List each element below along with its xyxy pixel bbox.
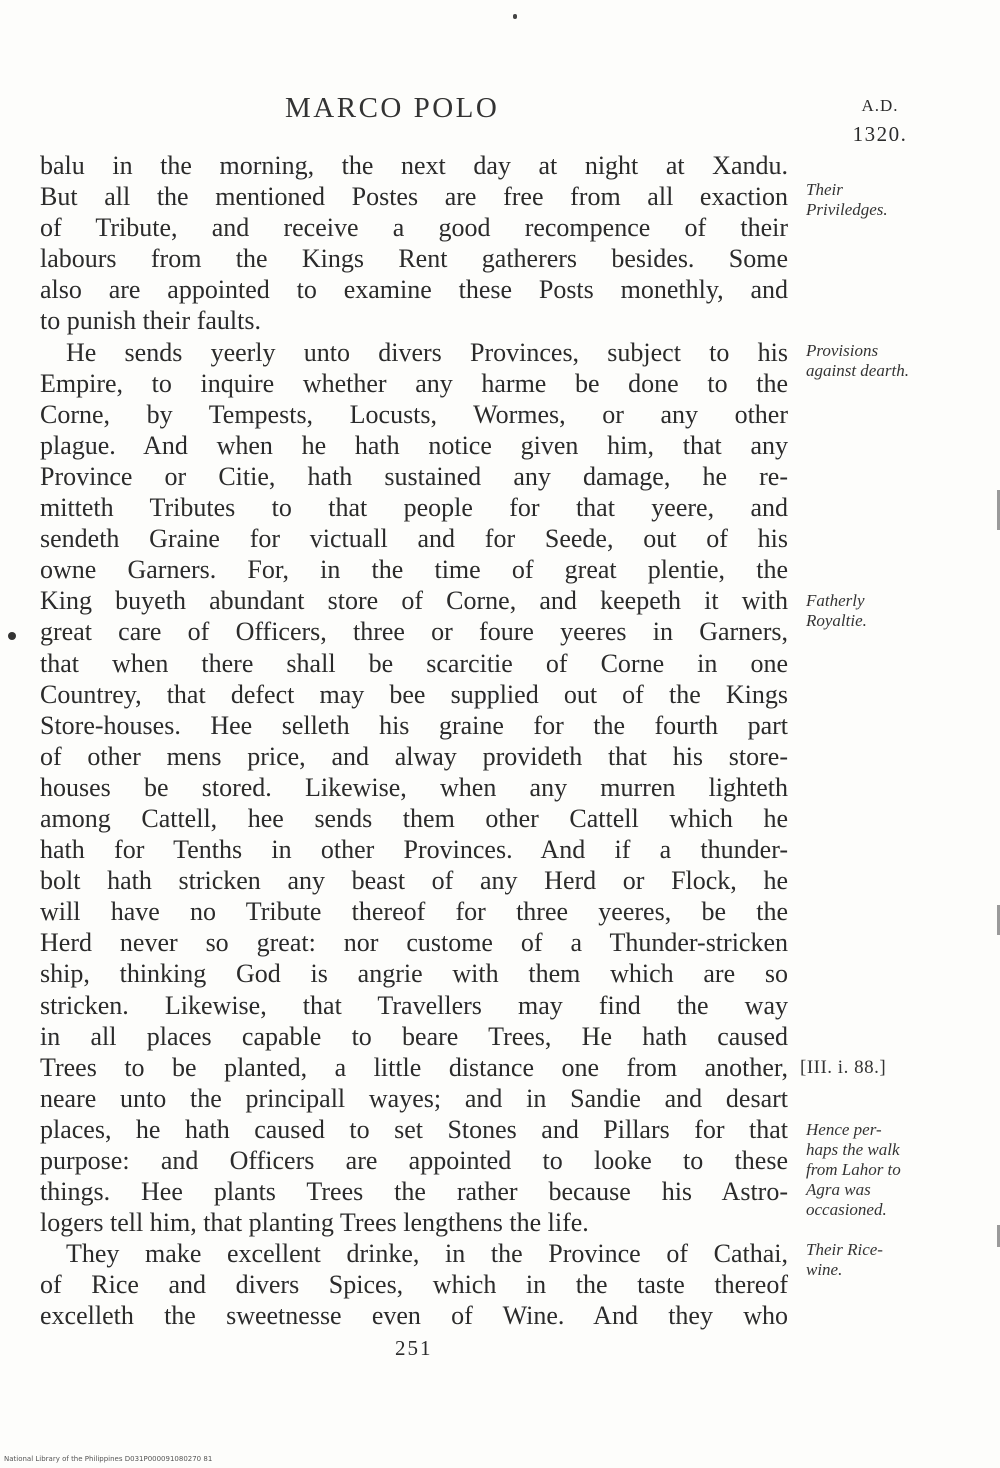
text-line: labours from the Kings Rent gatherers besides. Some (40, 244, 788, 274)
page-number: 251 (395, 1336, 433, 1360)
sidenote-line: Their (806, 180, 843, 199)
text-line: to punish their faults. (40, 306, 261, 336)
text-line: of Tribute, and receive a good recompence of their (40, 213, 788, 243)
sidenote-rice-wine (806, 1240, 883, 1280)
text-line: But all the mentioned Postes are free from all exaction (40, 182, 788, 212)
sidenote-hence (806, 1120, 901, 1220)
text-line: also are appointed to examine these Posts monethly, and (40, 275, 788, 305)
text-line: among Cattell, hee sends them other Cattell which he (40, 803, 788, 833)
text-line: owne Garners. For, in the time of great plentie, the (40, 555, 788, 585)
running-title: MARCO POLO (285, 92, 500, 124)
text-line: great care of Officers, three or foure yeeres in Garners, (40, 617, 788, 647)
text-line: Province or Citie, hath sustained any damage, he re- (40, 461, 788, 491)
sidenote-line: Priviledges. (806, 200, 888, 219)
text-line: of Rice and divers Spices, which in the taste thereof (40, 1270, 788, 1300)
sidenote-line: Hence per- (806, 1120, 882, 1139)
text-line: will have no Tribute thereof for three yeeres, be the (40, 897, 788, 927)
margin-bullet-mark (8, 632, 16, 640)
text-line: He sends yeerly unto divers Provinces, subject to his (66, 337, 788, 367)
text-line: purpose: and Officers are appointed to looke to these (40, 1146, 788, 1175)
sidenote-fatherly (806, 591, 867, 631)
year-label: A.D. (861, 96, 899, 115)
text-line: places, he hath caused to set Stones and Pillars for that (40, 1114, 788, 1144)
text-line: ship, thinking God is angrie with them which are so (40, 959, 788, 989)
sidenote-provisions (806, 341, 909, 381)
text-line: Trees to be planted, a little distance one from another, (40, 1052, 788, 1082)
text-line: sendeth Graine for victuall and for Seede, out of his (40, 524, 788, 554)
ink-speck (513, 14, 517, 19)
text-line: stricken. Likewise, that Travellers may find the way (40, 990, 788, 1020)
text-line: in all places capable to beare Trees, He hath caused (40, 1021, 788, 1051)
scan-footer: National Library of the Philippines D031P000091080270 81 (4, 1455, 213, 1463)
text-line: excelleth the sweetnesse even of Wine. And they who (40, 1301, 788, 1331)
text-line: that when there shall be scarcitie of Corne in one (40, 648, 788, 678)
text-line: King buyeth abundant store of Corne, and keepeth it with (40, 586, 788, 616)
text-line: Herd never so great: nor custome of a Thunder-stricken (40, 928, 788, 958)
text-line: plague. And when he hath notice given him, that any (40, 430, 788, 460)
sidenote-line: Fatherly (806, 591, 865, 610)
text-line: Corne, by Tempests, Locusts, Wormes, or any other (40, 399, 788, 429)
text-line: They make excellent drinke, in the Province of Cathai, (66, 1239, 788, 1269)
sidenote-line: occasioned. (806, 1200, 887, 1219)
text-line: of other mens price, and alway provideth that his store- (40, 741, 788, 771)
sidenote-line: Agra was (806, 1180, 871, 1199)
text-line: hath for Tenths in other Provinces. And if a thunder- (40, 835, 788, 865)
text-line: neare unto the principall wayes; and in Sandie and desart (40, 1083, 788, 1113)
sidenote-line: wine. (806, 1260, 843, 1279)
text-line: balu in the morning, the next day at night at Xandu. (40, 151, 788, 180)
sidenote-line: Their Rice- (806, 1240, 883, 1259)
body-text (40, 150, 788, 1332)
sidenote-line: haps the walk (806, 1140, 900, 1159)
sidenote-line: Provisions (806, 341, 879, 360)
text-line: Store-houses. Hee selleth his graine for the fourth part (40, 710, 788, 740)
sidenote-privileges (806, 180, 888, 220)
text-line: bolt hath stricken any beast of any Herd or Flock, he (40, 866, 788, 896)
text-line: Empire, to inquire whether any harme be done to the (40, 368, 788, 398)
text-line: logers tell him, that planting Trees lengthens the life. (40, 1208, 589, 1238)
sidenote-line: Royaltie. (806, 611, 867, 630)
sidenote-line: against dearth. (806, 361, 909, 380)
text-line: things. Hee plants Trees the rather because his Astro- (40, 1177, 788, 1207)
text-line: Countrey, that defect may bee supplied out of the Kings (40, 679, 788, 709)
sidenote-reference: [III. i. 88.] (800, 1057, 887, 1078)
text-line: mitteth Tributes to that people for that yeere, and (40, 493, 788, 523)
text-line: houses be stored. Likewise, when any murren lighteth (40, 772, 788, 802)
year-number: 1320. (852, 122, 908, 146)
sidenote-line: from Lahor to (806, 1160, 901, 1179)
